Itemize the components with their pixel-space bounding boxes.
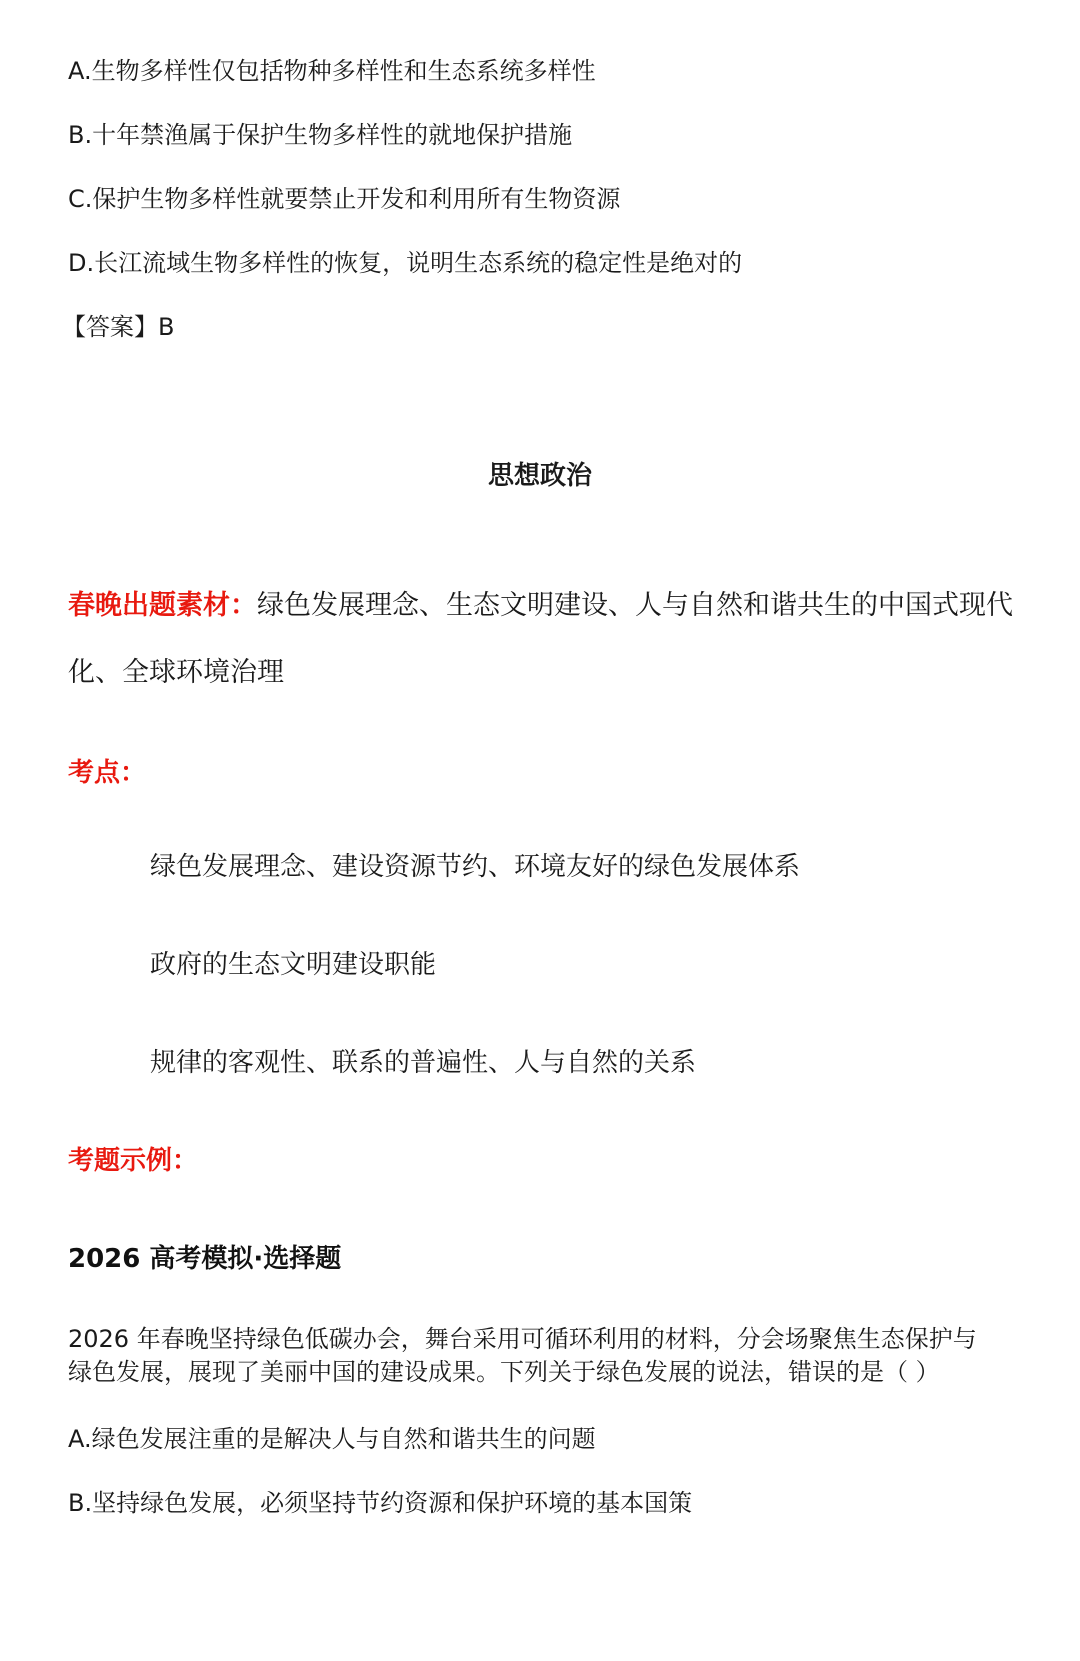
section-title: 思想政治 xyxy=(487,461,592,491)
material-label: 春晚出题素材： xyxy=(68,590,257,621)
question-stem-line-1: 2026 年春晚坚持绿色低碳办会，舞台采用可循环利用的材料，分会场聚焦生态保护与 xyxy=(68,1325,977,1353)
question-stem-line-2: 绿色发展，展现了美丽中国的建设成果。下列关于绿色发展的说法，错误的是（ ） xyxy=(68,1358,940,1386)
example-label: 考题示例： xyxy=(68,1146,199,1176)
material-line-2: 化、全球环境治理 xyxy=(68,657,284,688)
material-text: 绿色发展理念、生态文明建设、人与自然和谐共生的中国式现代 xyxy=(257,590,1013,621)
kaodian-item: 绿色发展理念、建设资源节约、环境友好的绿色发展体系 xyxy=(150,852,801,882)
question-option-a: A.绿色发展注重的是解决人与自然和谐共生的问题 xyxy=(68,1425,596,1453)
answer-line: 【答案】B xyxy=(62,313,175,341)
option-a: A.生物多样性仅包括物种多样性和生态系统多样性 xyxy=(68,57,596,85)
kaodian-label: 考点： xyxy=(68,758,147,788)
material-line-1 xyxy=(68,589,1013,623)
exam-heading: 2026 高考模拟·选择题 xyxy=(68,1244,342,1274)
kaodian-item: 政府的生态文明建设职能 xyxy=(150,950,437,980)
kaodian-item: 规律的客观性、联系的普遍性、人与自然的关系 xyxy=(150,1048,697,1078)
option-c: C.保护生物多样性就要禁止开发和利用所有生物资源 xyxy=(68,185,621,213)
option-d: D.长江流域生物多样性的恢复，说明生态系统的稳定性是绝对的 xyxy=(68,249,743,277)
option-b: B.十年禁渔属于保护生物多样性的就地保护措施 xyxy=(68,121,573,149)
question-option-b: B.坚持绿色发展，必须坚持节约资源和保护环境的基本国策 xyxy=(68,1489,693,1517)
